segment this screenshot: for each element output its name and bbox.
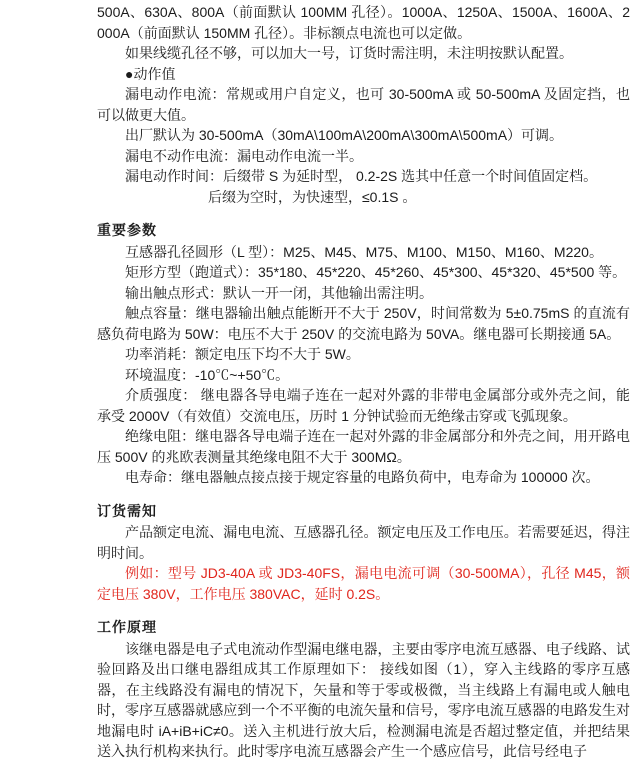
heading-important-parameters: 重要参数 — [97, 222, 157, 238]
insulation-resistance: 绝缘电阻：继电器各导电端子连在一起对外露的非金属部分和外壳之间，用开路电压 500V 的兆欧表测量其绝缘电阻不大于 300MΩ。 — [97, 428, 630, 465]
heading-ordering-info: 订货需知 — [97, 502, 157, 519]
suffix-empty-fast-type: 后缀为空时，为快速型，≤0.1S 。 — [208, 188, 417, 205]
ordering-requirements: 产品额定电流、漏电电流、互感器孔径。额定电压及工作电压。若需要延迟，得注明时间。 — [97, 524, 630, 561]
heading-working-principle: 工作原理 — [97, 619, 157, 635]
contact-capacity: 触点容量：继电器输出触点能断开不大于 250V，时间常数为 5±0.75mS 的直流有感负荷电路为 50W：电压不大于 250V 的交流电路为 50VA。继电器可长期接通 5A。 — [97, 305, 630, 342]
leakage-non-action-current: 漏电不动作电流：漏电动作电流一半。 — [125, 147, 363, 164]
ct-hole-rect-sizes: 矩形方型（跑道式）：35*180、45*220、45*260、45*300、45*320、45*500 等。 — [125, 264, 627, 280]
factory-default-setting: 出厂默认为 30-500mA（30mA\100mA\200mA\300mA\500mA）可调。 — [125, 127, 564, 143]
electrical-life: 电寿命：继电器触点接点接于规定容量的电路负荷中，电寿命为 100000 次。 — [125, 469, 600, 485]
ct-hole-round-sizes: 互感器孔径圆形（L 型）：M25、M45、M75、M100、M150、M160、M220。 — [125, 243, 603, 260]
leakage-action-current: 漏电动作电流：常规或用户自定义，也可 30-500mA 或 50-500mA 及固定挡，也可以做更大值。 — [97, 86, 630, 123]
power-consumption: 功率消耗：额定电压下均不大于 5W。 — [125, 346, 360, 362]
cable-hole-enlarge-note: 如果线缆孔径不够，可以加大一号，订货时需注明，未注明按默认配置。 — [125, 45, 573, 61]
rated-current-continuation: 500A、630A、800A（前面默认 100MM 孔径）。1000A、1250A、1500A、1600A、2000A（前面默认 150MM 孔径）。非标额点电流也可以定做。 — [97, 4, 630, 41]
output-contact-form: 输出触点形式：默认一开一闭，其他输出需注明。 — [125, 284, 433, 301]
action-value-bullet: ●动作值 — [125, 65, 176, 82]
ambient-temperature: 环境温度：-10℃~+50℃。 — [125, 366, 290, 383]
leakage-action-time: 漏电动作时间：后缀带 S 为延时型， 0.2-2S 选其中任意一个时间值固定档。 — [125, 168, 598, 184]
working-principle-body: 该继电器是电子式电流动作型漏电继电器，主要由零序电流互感器、电子线路、试验回路及出口继电器组成其工作原理如下： 接线如图（1），穿入主线路的零序互感器，在主线路没有漏电的情况下，矢量和等于零或极微，当主线路上有漏电或人触电时，零序互感器就感应到一个不平衡的电流矢量和信号，零序电流互感器的电路发生对地漏电时 iA+iB+iC≠0。送入主机进行放大后，检测漏电流是否超过整定值，并把结果送入执行机构来执行。此时零序电流互感器会产生一个感应信号，此信号经电子 — [97, 640, 630, 759]
dielectric-strength: 介质强度： 继电器各导电端子连在一起对外露的非带电金属部分或外壳之间，能承受 2000V（有效值）交流电压，历时 1 分钟试验而无绝缘击穿或飞弧现象。 — [97, 387, 630, 424]
ordering-example: 例如：型号 JD3-40A 或 JD3-40FS，漏电电流可调（30-500MA），孔径 M45，额定电压 380V，工作电压 380VAC，延时 0.2S。 — [97, 565, 630, 602]
